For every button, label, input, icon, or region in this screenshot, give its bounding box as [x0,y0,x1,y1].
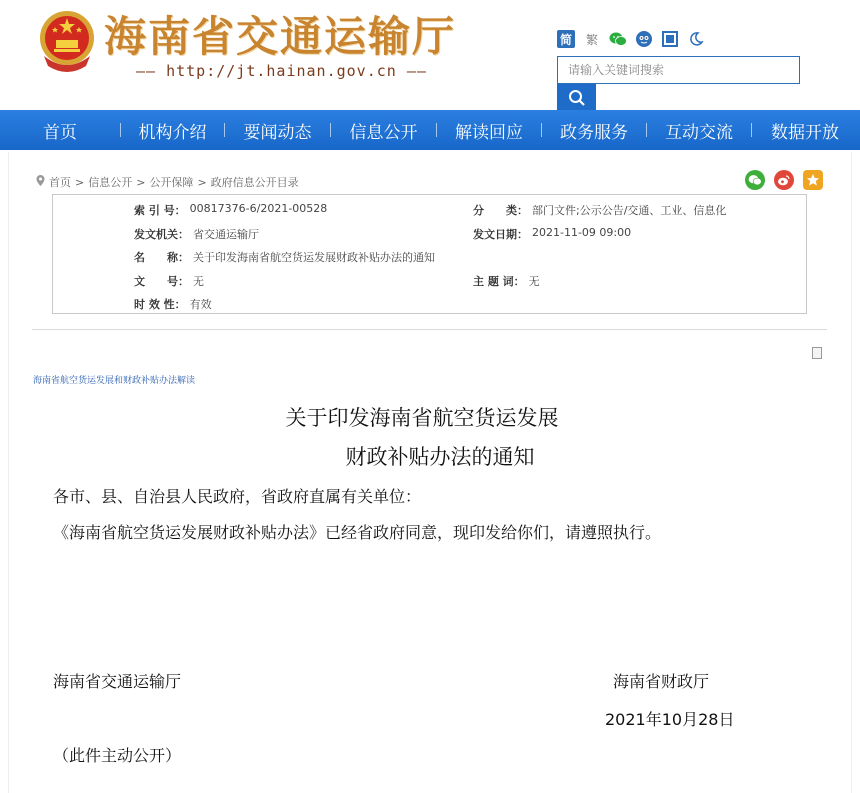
meta-index-label: 索 引 号： [134,204,186,217]
meta-issuer-label: 发文机关： [134,228,189,241]
breadcrumb-catalog[interactable]: 政府信息公开目录 [210,176,299,189]
signer-left: 海南省交通运输厅 [53,672,182,691]
document-date: 2021年10月28日 [605,710,735,729]
signer-right: 海南省财政厅 [613,672,710,691]
document-title-line2: 财政补贴办法的通知 [345,445,535,469]
meta-index-row [134,202,327,218]
meta-keyword-row [473,273,540,289]
accessibility-icon[interactable] [661,30,679,48]
meta-date-row [473,226,631,242]
tool-icons [557,28,705,50]
nav-item-services[interactable]: 政务服务 [560,122,628,143]
related-interpretation-link[interactable]: 海南省航空货运发展和财政补贴办法解读 [33,376,196,386]
meta-date-label: 发文日期： [473,228,528,241]
meta-name-label: 名 称： [134,251,189,264]
site-url: —— http://jt.hainan.gov.cn —— [136,62,427,80]
meta-date-value: 2021-11-09 09:00 [532,226,632,239]
site-header [0,0,860,110]
nav-item-info-disclosure[interactable]: 信息公开 [349,122,418,143]
meta-validity-label: 时 效 性： [134,298,186,311]
meta-category-value: 部门文件;公示公告/交通、工业、信息化 [532,204,727,217]
traditional-chinese-button[interactable]: 繁 [585,32,598,47]
document-icon[interactable] [812,347,822,359]
wechat-icon[interactable] [609,30,627,48]
section-divider [32,329,827,330]
meta-validity-value: 有效 [189,298,212,311]
meta-category-row [473,202,726,218]
breadcrumb-info-disclosure[interactable]: 信息公开 [88,176,133,189]
breadcrumb-separator: > [197,175,207,189]
share-weibo-icon[interactable] [774,170,794,190]
nav-item-open-data[interactable]: 数据开放 [771,122,839,143]
breadcrumb-disclosure-support[interactable]: 公开保障 [149,176,194,189]
search-button[interactable] [557,84,596,111]
share-wechat-icon[interactable] [745,170,765,190]
document-body: 《海南省航空货运发展财政补贴办法》已经省政府同意，现印发给你们，请遵照执行。 [53,523,662,542]
weibo-icon[interactable] [635,30,653,48]
disclosure-note: （此件主动公开） [53,746,182,765]
meta-name-value: 关于印发海南省航空货运发展财政补贴办法的通知 [193,251,435,264]
nav-item-interaction[interactable]: 互动交流 [665,122,733,143]
meta-docno-value: 无 [193,275,204,288]
meta-keyword-label: 主 题 词： [473,275,525,288]
nav-item-news[interactable]: 要闻动态 [243,122,312,143]
document-metadata-table [52,194,807,314]
site-title: 海南省交通运输厅 [104,12,457,61]
breadcrumb-separator: > [136,175,146,189]
nav-item-home[interactable]: 首页 [43,122,77,143]
breadcrumb [36,174,299,190]
breadcrumb-separator: > [75,175,85,189]
location-pin-icon [36,175,45,189]
meta-issuer-row [134,226,259,242]
search-icon [568,89,586,107]
moon-icon[interactable] [687,30,705,48]
breadcrumb-home[interactable]: 首页 [49,176,71,189]
main-nav [0,110,860,150]
nav-item-about[interactable]: 机构介绍 [138,122,207,143]
meta-validity-row [134,296,212,312]
meta-issuer-value: 省交通运输厅 [193,228,259,241]
simplified-chinese-button[interactable]: 简 [557,30,575,48]
share-icons [745,170,823,190]
document-title-line1: 关于印发海南省航空货运发展 [285,406,559,430]
meta-name-row [134,249,435,265]
search-input[interactable] [557,56,800,84]
meta-keyword-value: 无 [528,275,540,288]
meta-docno-row [134,273,204,289]
favorite-star-icon[interactable] [803,170,823,190]
meta-index-value: 00817376-6/2021-00528 [189,202,328,215]
meta-docno-label: 文 号： [134,275,189,288]
meta-category-label: 分 类： [473,204,528,217]
national-emblem-icon [36,8,98,74]
document-salutation: 各市、县、自治县人民政府，省政府直属有关单位： [53,487,422,506]
nav-item-interpretation[interactable]: 解读回应 [455,122,523,143]
